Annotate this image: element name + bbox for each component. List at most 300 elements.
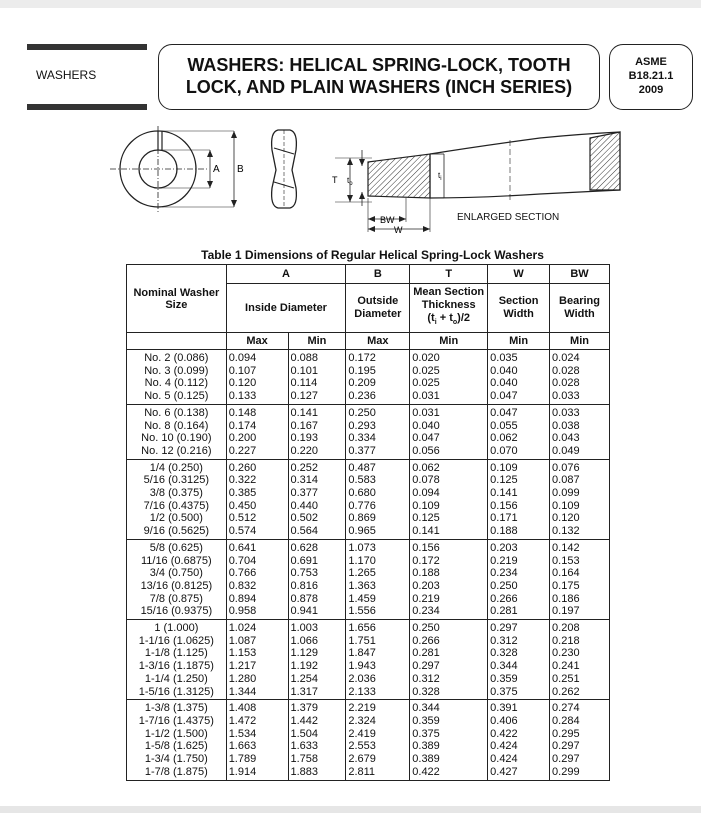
outside-diameter-max: 2.219 [348, 702, 376, 715]
mean-thickness-min: 0.389 [412, 753, 440, 766]
table-row-group [127, 700, 610, 780]
inside-diameter-min-cell [288, 404, 346, 459]
outside-diameter-max: 2.324 [348, 714, 376, 727]
mean-thickness-min-cell [410, 459, 488, 539]
table-row-group [127, 539, 610, 619]
inside-diameter-max: 1.153 [228, 647, 257, 660]
section-width-min: 0.297 [490, 622, 518, 635]
table-row-group [127, 459, 610, 539]
section-width-min: 0.422 [490, 727, 518, 740]
bearing-width-min: 0.208 [552, 622, 580, 635]
outside-diameter-max: 2.553 [348, 740, 376, 753]
mean-thickness-min-cell [410, 539, 488, 619]
inside-diameter-min: 1.192 [290, 660, 319, 673]
col-letter-A: A [226, 265, 346, 284]
bearing-width-min: 0.087 [552, 474, 580, 487]
mean-thickness-min: 0.188 [412, 567, 440, 580]
section-width-min-cell [488, 350, 550, 405]
mean-thickness-min-cell [410, 700, 488, 780]
bearing-width-min: 0.043 [552, 432, 580, 445]
mean-thickness-min: 0.203 [412, 579, 440, 592]
inside-diameter-min: 0.141 [290, 406, 319, 419]
inside-diameter-min: 0.440 [290, 499, 319, 512]
nominal-size: 1-1/4 (1.250) [144, 672, 208, 685]
section-width-min-cell [488, 539, 550, 619]
table-row-group [127, 350, 610, 405]
table-header-letters [127, 265, 610, 284]
bearing-width-min: 0.295 [552, 727, 580, 740]
nominal-size: 1-3/4 (1.750) [144, 753, 208, 766]
inside-diameter-max: 0.227 [228, 444, 257, 457]
inside-diameter-max: 1.024 [228, 622, 257, 635]
inside-diameter-max: 0.574 [228, 525, 257, 538]
dim-to-main: t [347, 176, 350, 185]
mean-thickness-min: 0.312 [412, 672, 440, 685]
inside-diameter-max: 1.344 [228, 685, 257, 698]
limit-b-max: Max [346, 333, 410, 350]
inside-diameter-max-cell [226, 700, 288, 780]
inside-diameter-max: 0.094 [228, 352, 257, 364]
nominal-size-cell [127, 539, 227, 619]
bearing-width-min: 0.241 [552, 660, 580, 673]
nominal-size: 1-5/8 (1.625) [144, 740, 208, 753]
outside-diameter-max: 0.236 [348, 390, 376, 403]
outside-diameter-max: 0.209 [348, 377, 376, 390]
nominal-size: 1-1/2 (1.500) [144, 727, 208, 740]
section-width-min: 0.109 [490, 461, 518, 474]
nominal-size: 1 (1.000) [154, 622, 199, 635]
dimensions-table [126, 264, 610, 781]
inside-diameter-min: 1.003 [290, 622, 319, 635]
bearing-width-min: 0.175 [552, 579, 580, 592]
mean-thickness-min: 0.297 [412, 660, 440, 673]
section-width-min: 0.344 [490, 660, 518, 673]
mean-thickness-min: 0.094 [412, 487, 440, 500]
mean-thickness-min: 0.125 [412, 512, 440, 525]
inside-diameter-max: 0.322 [228, 474, 257, 487]
mean-thickness-min: 0.266 [412, 634, 440, 647]
nominal-size: 1-1/16 (1.0625) [138, 634, 214, 647]
inside-diameter-max: 0.385 [228, 487, 257, 500]
formula-sub-i: i [434, 319, 437, 327]
mean-thickness-min: 0.062 [412, 461, 440, 474]
nominal-size: 3/4 (0.750) [149, 567, 203, 580]
inside-diameter-max: 0.133 [228, 390, 257, 403]
section-width-min: 0.156 [490, 499, 518, 512]
inside-diameter-max: 0.450 [228, 499, 257, 512]
dim-ti-sub: i [440, 176, 442, 182]
mean-thickness-min: 0.328 [412, 685, 440, 698]
mean-thickness-min: 0.047 [412, 432, 440, 445]
inside-diameter-max: 0.894 [228, 592, 257, 605]
outside-diameter-max: 1.656 [348, 622, 376, 635]
outside-diameter-max: 0.250 [348, 406, 376, 419]
section-width-min: 0.188 [490, 525, 518, 538]
bearing-width-min: 0.299 [552, 765, 580, 778]
bearing-width-min: 0.033 [552, 406, 580, 419]
mean-thickness-min-cell [410, 404, 488, 459]
bearing-width-min-cell [550, 459, 610, 539]
outside-diameter-max: 0.583 [348, 474, 376, 487]
mean-thickness-min-cell [410, 350, 488, 405]
section-width-min-cell [488, 620, 550, 700]
inside-diameter-min: 1.442 [290, 714, 319, 727]
mean-thickness-min: 0.344 [412, 702, 440, 715]
viewer-bottom-edge [0, 806, 701, 813]
table-row-group [127, 620, 610, 700]
bearing-width-min: 0.153 [552, 554, 580, 567]
bearing-width-min: 0.297 [552, 753, 580, 766]
bearing-width-min: 0.262 [552, 685, 580, 698]
section-width-min: 0.234 [490, 567, 518, 580]
nominal-size: No. 6 (0.138) [144, 406, 209, 419]
bearing-width-min: 0.186 [552, 592, 580, 605]
bearing-width-min: 0.120 [552, 512, 580, 525]
inside-diameter-min: 0.114 [290, 377, 318, 390]
outside-diameter-max: 0.293 [348, 419, 376, 432]
outside-diameter-max: 1.073 [348, 541, 376, 554]
mean-thickness-line2: Thickness [421, 299, 476, 312]
outside-diameter-max-cell [346, 404, 410, 459]
nominal-size: 7/8 (0.875) [149, 592, 203, 605]
inside-diameter-max: 0.200 [228, 432, 257, 445]
bearing-width-min-cell [550, 404, 610, 459]
inside-diameter-min: 1.129 [290, 647, 319, 660]
nominal-size: 1-5/16 (1.3125) [138, 685, 214, 698]
inside-diameter-min: 1.254 [290, 672, 319, 685]
outside-diameter-max-cell [346, 539, 410, 619]
outside-diameter-max: 0.869 [348, 512, 376, 525]
bearing-width-min: 0.132 [552, 525, 580, 538]
nominal-size: No. 5 (0.125) [144, 390, 209, 403]
mean-thickness-line1: Mean Section [413, 286, 485, 299]
inside-diameter-min: 0.753 [290, 567, 319, 580]
outside-diameter-max: 2.811 [348, 765, 376, 778]
formula-part-3: )/2 [457, 312, 470, 325]
section-label: WASHERS [36, 68, 97, 82]
outside-diameter-max-cell [346, 459, 410, 539]
washer-side-view [272, 130, 297, 208]
inside-diameter-max: 0.766 [228, 567, 257, 580]
table-body [127, 350, 610, 781]
inside-diameter-min: 0.193 [290, 432, 319, 445]
standard-year: 2009 [638, 84, 664, 96]
table-header-limits [127, 333, 610, 350]
inside-diameter-min: 0.816 [290, 579, 319, 592]
outside-diameter-max: 2.133 [348, 685, 376, 698]
section-width-min: 0.427 [490, 765, 518, 778]
outside-diameter-max: 0.195 [348, 364, 376, 377]
mean-thickness-min: 0.141 [412, 525, 440, 538]
inside-diameter-max: 0.704 [228, 554, 257, 567]
outside-diameter-max: 2.036 [348, 672, 376, 685]
inside-diameter-min: 0.314 [290, 474, 319, 487]
nominal-size-header: Nominal Washer Size [127, 265, 227, 333]
inside-diameter-min: 0.628 [290, 541, 319, 554]
limit-bw-min: Min [550, 333, 610, 350]
bearing-width-min-cell [550, 620, 610, 700]
outside-diameter-max: 1.751 [348, 634, 376, 647]
standard-box [609, 44, 693, 110]
section-width-min: 0.171 [490, 512, 518, 525]
outside-diameter-max: 1.556 [348, 605, 376, 618]
outside-diameter-header: Outside Diameter [346, 284, 410, 333]
inside-diameter-min: 0.878 [290, 592, 319, 605]
dim-W-label: W [394, 225, 403, 235]
inside-diameter-min: 0.101 [290, 364, 319, 377]
nominal-size: No. 3 (0.099) [144, 364, 209, 377]
bearing-width-min: 0.197 [552, 605, 580, 618]
mean-thickness-header [410, 284, 488, 333]
formula-sub-o: o [452, 319, 458, 327]
inside-diameter-min: 0.691 [290, 554, 319, 567]
bearing-width-min-cell [550, 700, 610, 780]
bearing-width-header: Bearing Width [550, 284, 610, 333]
nominal-size-cell [127, 700, 227, 780]
bearing-width-min-cell [550, 350, 610, 405]
inside-diameter-min: 0.377 [290, 487, 319, 500]
inside-diameter-min: 0.564 [290, 525, 319, 538]
section-width-min: 0.219 [490, 554, 518, 567]
inside-diameter-min: 0.220 [290, 444, 319, 457]
mean-thickness-min: 0.078 [412, 474, 440, 487]
dim-BW-label: BW [380, 215, 395, 225]
section-width-min: 0.040 [490, 377, 518, 390]
inside-diameter-max: 0.120 [228, 377, 257, 390]
section-width-min: 0.359 [490, 672, 518, 685]
inside-diameter-max-cell [226, 459, 288, 539]
outside-diameter-max: 1.363 [348, 579, 376, 592]
inside-diameter-max-cell [226, 539, 288, 619]
nominal-size: 15/16 (0.9375) [140, 605, 213, 618]
bearing-width-min: 0.297 [552, 740, 580, 753]
bearing-width-min: 0.033 [552, 390, 580, 403]
outside-diameter-max: 0.680 [348, 487, 376, 500]
nominal-size-cell [127, 459, 227, 539]
bearing-width-min: 0.142 [552, 541, 580, 554]
mean-thickness-min: 0.156 [412, 541, 440, 554]
inside-diameter-header: Inside Diameter [226, 284, 346, 333]
inside-diameter-max: 0.107 [228, 364, 257, 377]
outside-diameter-max: 1.265 [348, 567, 376, 580]
section-width-min: 0.070 [490, 444, 518, 457]
nominal-size: 3/8 (0.375) [149, 487, 203, 500]
nominal-size: 1-3/8 (1.375) [144, 702, 208, 715]
inside-diameter-max: 1.408 [228, 702, 257, 715]
section-width-min: 0.141 [490, 487, 518, 500]
standard-number: B18.21.1 [628, 70, 674, 82]
section-width-min: 0.328 [490, 647, 518, 660]
inside-diameter-min: 1.379 [290, 702, 319, 715]
inside-diameter-min-cell [288, 539, 346, 619]
mean-thickness-min: 0.040 [412, 419, 440, 432]
bearing-width-min: 0.028 [552, 377, 580, 390]
inside-diameter-min-cell [288, 620, 346, 700]
inside-diameter-max: 0.512 [228, 512, 257, 525]
nominal-size: 9/16 (0.5625) [143, 525, 210, 538]
nominal-size: 1/4 (0.250) [149, 461, 203, 474]
inside-diameter-min-cell [288, 350, 346, 405]
outside-diameter-max: 0.172 [348, 352, 376, 364]
mean-thickness-min: 0.359 [412, 714, 440, 727]
inside-diameter-max-cell [226, 404, 288, 459]
section-width-min: 0.424 [490, 740, 518, 753]
limit-w-min: Min [488, 333, 550, 350]
dim-B-label: B [237, 164, 244, 175]
section-width-min: 0.125 [490, 474, 518, 487]
inside-diameter-min: 1.066 [290, 634, 319, 647]
bearing-width-min: 0.038 [552, 419, 580, 432]
section-width-min: 0.424 [490, 753, 518, 766]
section-width-min: 0.391 [490, 702, 518, 715]
formula-part-1: (t [427, 312, 435, 325]
dim-A-label: A [213, 164, 220, 175]
dim-to-sub: o [349, 181, 353, 187]
nominal-size: 5/16 (0.3125) [143, 474, 210, 487]
mean-thickness-min: 0.020 [412, 352, 440, 364]
col-letter-W: W [488, 265, 550, 284]
bearing-width-min: 0.076 [552, 461, 580, 474]
mean-thickness-min: 0.389 [412, 740, 440, 753]
header-rule-top [27, 44, 147, 50]
bearing-width-min: 0.164 [552, 567, 580, 580]
enlarged-section-label: ENLARGED SECTION [457, 212, 560, 223]
limit-t-min: Min [410, 333, 488, 350]
outside-diameter-max: 0.377 [348, 444, 376, 457]
mean-thickness-min: 0.281 [412, 647, 440, 660]
nominal-size: No. 4 (0.112) [144, 377, 209, 390]
inside-diameter-max-cell [226, 350, 288, 405]
outside-diameter-max: 1.170 [348, 554, 376, 567]
inside-diameter-min-cell [288, 700, 346, 780]
inside-diameter-min: 0.127 [290, 390, 319, 403]
washer-drawing [100, 120, 660, 245]
inside-diameter-max: 0.958 [228, 605, 257, 618]
bearing-width-min: 0.028 [552, 364, 580, 377]
page-title [159, 54, 599, 98]
outside-diameter-max: 2.679 [348, 753, 376, 766]
section-width-min: 0.312 [490, 634, 518, 647]
mean-thickness-min: 0.422 [412, 765, 440, 778]
bearing-width-min: 0.284 [552, 714, 580, 727]
nominal-size: 7/16 (0.4375) [143, 499, 210, 512]
table-caption: Table 1 Dimensions of Regular Helical Spring-Lock Washers [201, 248, 544, 262]
nominal-size: No. 12 (0.216) [141, 444, 212, 457]
section-width-min: 0.266 [490, 592, 518, 605]
table-row-group [127, 404, 610, 459]
mean-thickness-min: 0.025 [412, 364, 440, 377]
inside-diameter-max: 1.789 [228, 753, 257, 766]
dim-T-label: T [332, 175, 338, 185]
section-width-min-cell [488, 404, 550, 459]
mean-thickness-min: 0.031 [412, 390, 440, 403]
outside-diameter-max-cell [346, 700, 410, 780]
bearing-width-min: 0.049 [552, 444, 580, 457]
bearing-width-min: 0.024 [552, 352, 580, 364]
mean-thickness-min: 0.172 [412, 554, 440, 567]
outside-diameter-max-cell [346, 350, 410, 405]
washer-plan-view [110, 126, 244, 212]
section-width-min: 0.250 [490, 579, 518, 592]
nominal-size-cell [127, 620, 227, 700]
dim-ti-label [438, 171, 442, 182]
mean-thickness-min: 0.056 [412, 444, 440, 457]
header-rule-bottom [27, 104, 147, 110]
inside-diameter-max: 1.087 [228, 634, 257, 647]
mean-thickness-min: 0.250 [412, 622, 440, 635]
inside-diameter-min: 0.502 [290, 512, 319, 525]
section-width-min: 0.062 [490, 432, 518, 445]
outside-diameter-max: 1.943 [348, 660, 376, 673]
section-width-header: Section Width [488, 284, 550, 333]
section-width-min: 0.047 [490, 406, 518, 419]
section-width-min: 0.281 [490, 605, 518, 618]
nominal-size-cell [127, 350, 227, 405]
bearing-width-min: 0.218 [552, 634, 580, 647]
section-width-min: 0.035 [490, 352, 518, 364]
nominal-size: 11/16 (0.6875) [140, 554, 212, 567]
nominal-size: 1-1/8 (1.125) [144, 647, 208, 660]
mean-thickness-min: 0.025 [412, 377, 440, 390]
bearing-width-min: 0.251 [552, 672, 580, 685]
limit-a-max: Max [226, 333, 288, 350]
mean-thickness-min: 0.234 [412, 605, 440, 618]
mean-thickness-min: 0.109 [412, 499, 440, 512]
mean-thickness-min: 0.375 [412, 727, 440, 740]
nominal-size: 1-7/16 (1.4375) [138, 714, 214, 727]
outside-diameter-max: 0.965 [348, 525, 376, 538]
section-width-min-cell [488, 459, 550, 539]
title-line-1: WASHERS: HELICAL SPRING-LOCK, TOOTH [187, 55, 571, 75]
inside-diameter-max: 1.217 [228, 660, 257, 673]
inside-diameter-max-cell [226, 620, 288, 700]
inside-diameter-min: 1.758 [290, 753, 319, 766]
inside-diameter-max: 1.472 [228, 714, 257, 727]
mean-thickness-min: 0.219 [412, 592, 440, 605]
inside-diameter-min: 0.167 [290, 419, 319, 432]
inside-diameter-min: 1.317 [290, 685, 319, 698]
section-width-min: 0.406 [490, 714, 518, 727]
bearing-width-min: 0.230 [552, 647, 580, 660]
nominal-size-cell [127, 404, 227, 459]
bearing-width-min: 0.109 [552, 499, 580, 512]
nominal-size: No. 8 (0.164) [144, 419, 209, 432]
outside-diameter-max: 1.459 [348, 592, 376, 605]
section-width-min-cell [488, 700, 550, 780]
formula-part-2: + t [436, 312, 453, 325]
nominal-size: 5/8 (0.625) [149, 541, 203, 554]
outside-diameter-max: 2.419 [348, 727, 376, 740]
mean-thickness-formula [412, 312, 485, 329]
outside-diameter-max-cell [346, 620, 410, 700]
outside-diameter-max: 1.847 [348, 647, 376, 660]
inside-diameter-min: 0.088 [290, 352, 319, 364]
inside-diameter-max: 1.280 [228, 672, 257, 685]
nominal-size: 1-7/8 (1.875) [144, 765, 208, 778]
dim-ti-main: t [438, 171, 441, 180]
nominal-size: 1/2 (0.500) [149, 512, 203, 525]
outside-diameter-max: 0.334 [348, 432, 376, 445]
section-width-min: 0.055 [490, 419, 518, 432]
inside-diameter-max: 1.534 [228, 727, 257, 740]
inside-diameter-max: 1.663 [228, 740, 257, 753]
inside-diameter-min: 0.941 [290, 605, 319, 618]
mean-thickness-min: 0.031 [412, 406, 440, 419]
outside-diameter-max: 0.776 [348, 499, 376, 512]
inside-diameter-min: 1.883 [290, 765, 319, 778]
inside-diameter-max: 0.174 [228, 419, 257, 432]
bearing-width-min: 0.099 [552, 487, 580, 500]
